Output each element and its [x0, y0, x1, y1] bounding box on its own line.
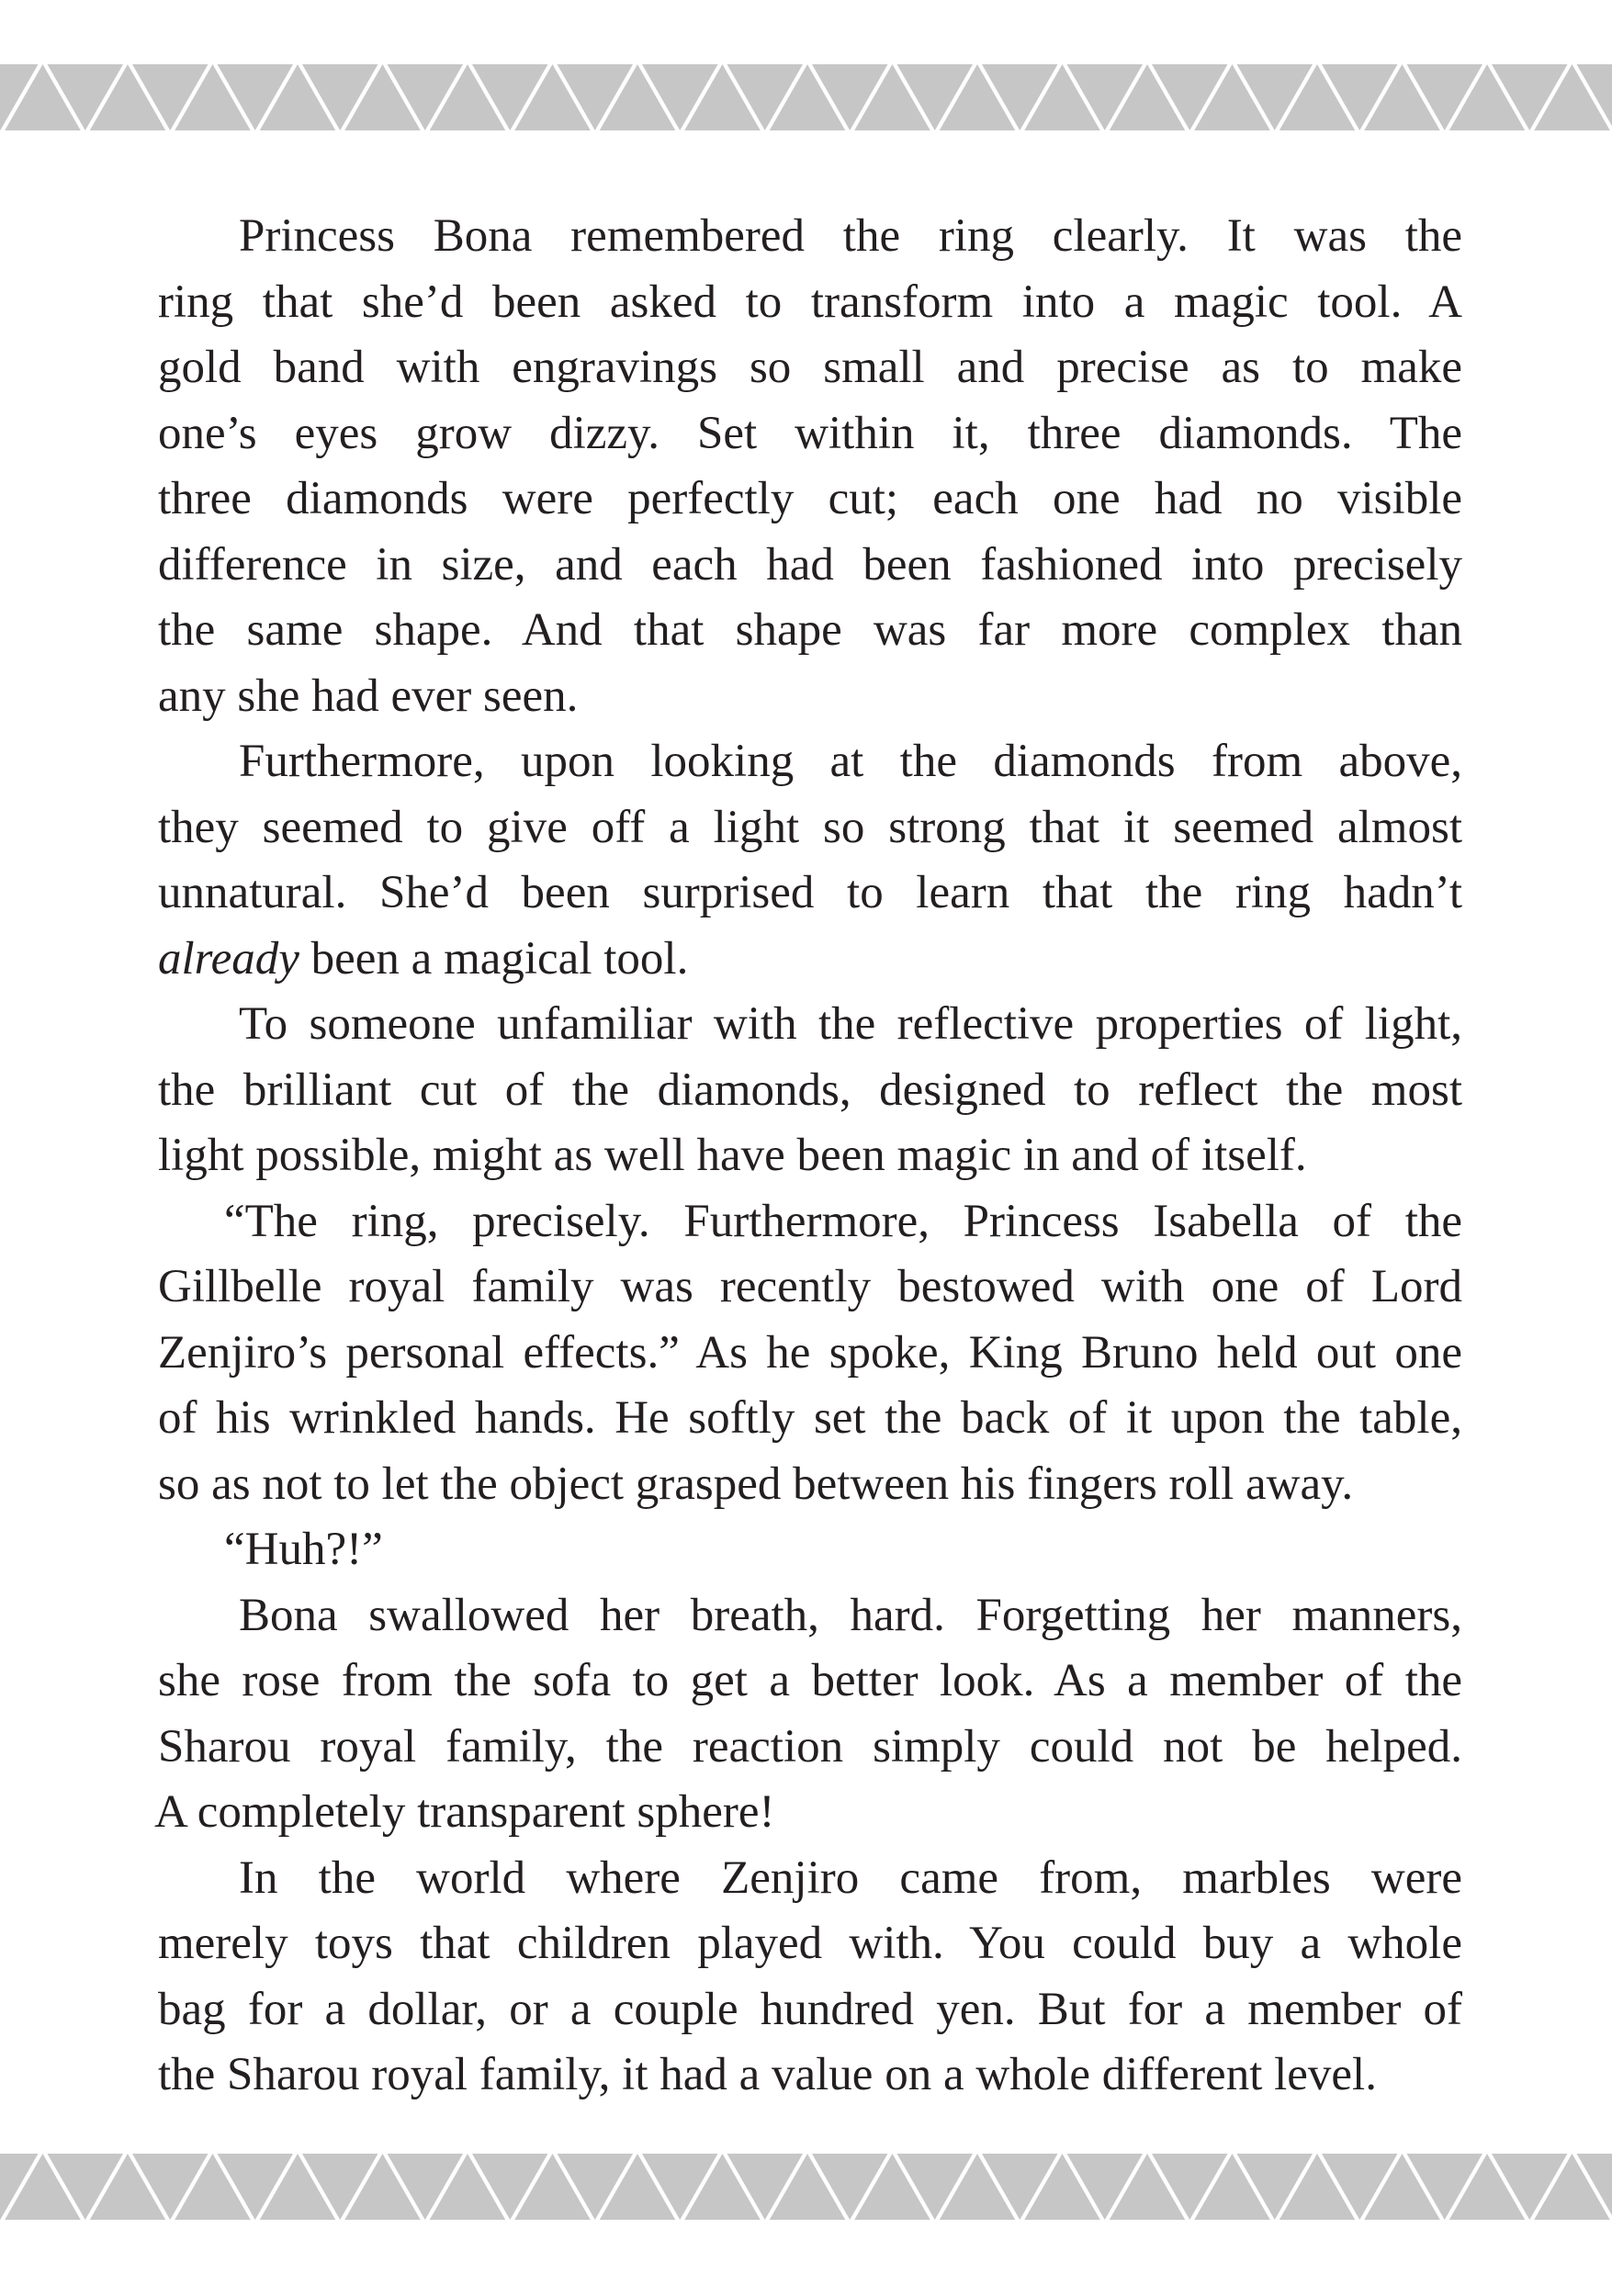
text-line: Furthermore, upon looking at the diamonds from above, [239, 736, 1462, 787]
paragraph-7 [158, 1846, 1462, 2109]
text-line: “Huh?!” [224, 1524, 383, 1575]
text-line: they seemed to give off a light so strong that it seemed almost [158, 801, 1462, 853]
text-line: the same shape. And that shape was far more complex than [158, 604, 1462, 656]
paragraph-1 [158, 204, 1462, 729]
text-line: the Sharou royal family, it had a value on a whole different level. [158, 2049, 1377, 2100]
text-line: so as not to let the object grasped between his fingers roll away. [158, 1458, 1354, 1510]
text-line: Princess Bona remembered the ring clearly. It was the [239, 210, 1462, 262]
page-text [154, 204, 1462, 2109]
text-line: gold band with engravings so small and precise as to make [158, 342, 1462, 393]
text-line: merely toys that children played with. You could buy a whole [158, 1918, 1462, 1969]
text-line: the brilliant cut of the diamonds, designed to reflect the most [158, 1064, 1462, 1116]
text-line: light possible, might as well have been magic in and of itself. [158, 1130, 1307, 1181]
bottom-triangle-border [0, 2154, 1612, 2220]
top-triangle-border-art [0, 64, 1612, 130]
bottom-triangle-border-art [0, 2154, 1612, 2220]
text-line: one’s eyes grow dizzy. Set within it, three diamonds. The [158, 407, 1462, 459]
text-line: difference in size, and each had been fashioned into precisely [158, 538, 1462, 591]
text-line: bag for a dollar, or a couple hundred yen. But for a member of [158, 1983, 1462, 2035]
paragraph-5 [158, 1517, 1462, 1583]
text-line: Bona swallowed her breath, hard. Forgetting her manners, [239, 1589, 1462, 1641]
paragraph-3 [158, 992, 1462, 1189]
text-line: A completely transparent sphere! [154, 1786, 775, 1838]
text-line: of his wrinkled hands. He softly set the back of it upon the table, [158, 1392, 1462, 1444]
text-line: ring that she’d been asked to transform into a magic tool. A [158, 276, 1462, 328]
text-line: To someone unfamiliar with the reflective properties of light, [239, 998, 1462, 1050]
paragraph-6 [154, 1583, 1462, 1846]
text-line [158, 927, 1462, 993]
top-triangle-border [0, 64, 1612, 130]
text-line: unnatural. She’d been surprised to learn that the ring hadn’t [158, 867, 1462, 918]
paragraph-4 [158, 1189, 1462, 1518]
text-line: In the world where Zenjiro came from, marbles were [239, 1851, 1462, 1904]
text-line: three diamonds were perfectly cut; each one had no visible [158, 473, 1462, 524]
paragraph-2 [158, 729, 1462, 992]
text-line: Zenjiro’s personal effects.” As he spoke, King Bruno held out one [158, 1326, 1462, 1379]
text-line: she rose from the sofa to get a better look. As a member of the [158, 1655, 1462, 1706]
text-line: Gillbelle royal family was recently bestowed with one of Lord [158, 1261, 1462, 1312]
text-line: “The ring, precisely. Furthermore, Princess Isabella of the [224, 1195, 1462, 1247]
text-line: Sharou royal family, the reaction simply could not be helped. [158, 1720, 1462, 1773]
text-line-rest: been a magical tool. [299, 932, 689, 985]
italic-word: already [158, 932, 299, 985]
text-line: any she had ever seen. [158, 670, 579, 722]
